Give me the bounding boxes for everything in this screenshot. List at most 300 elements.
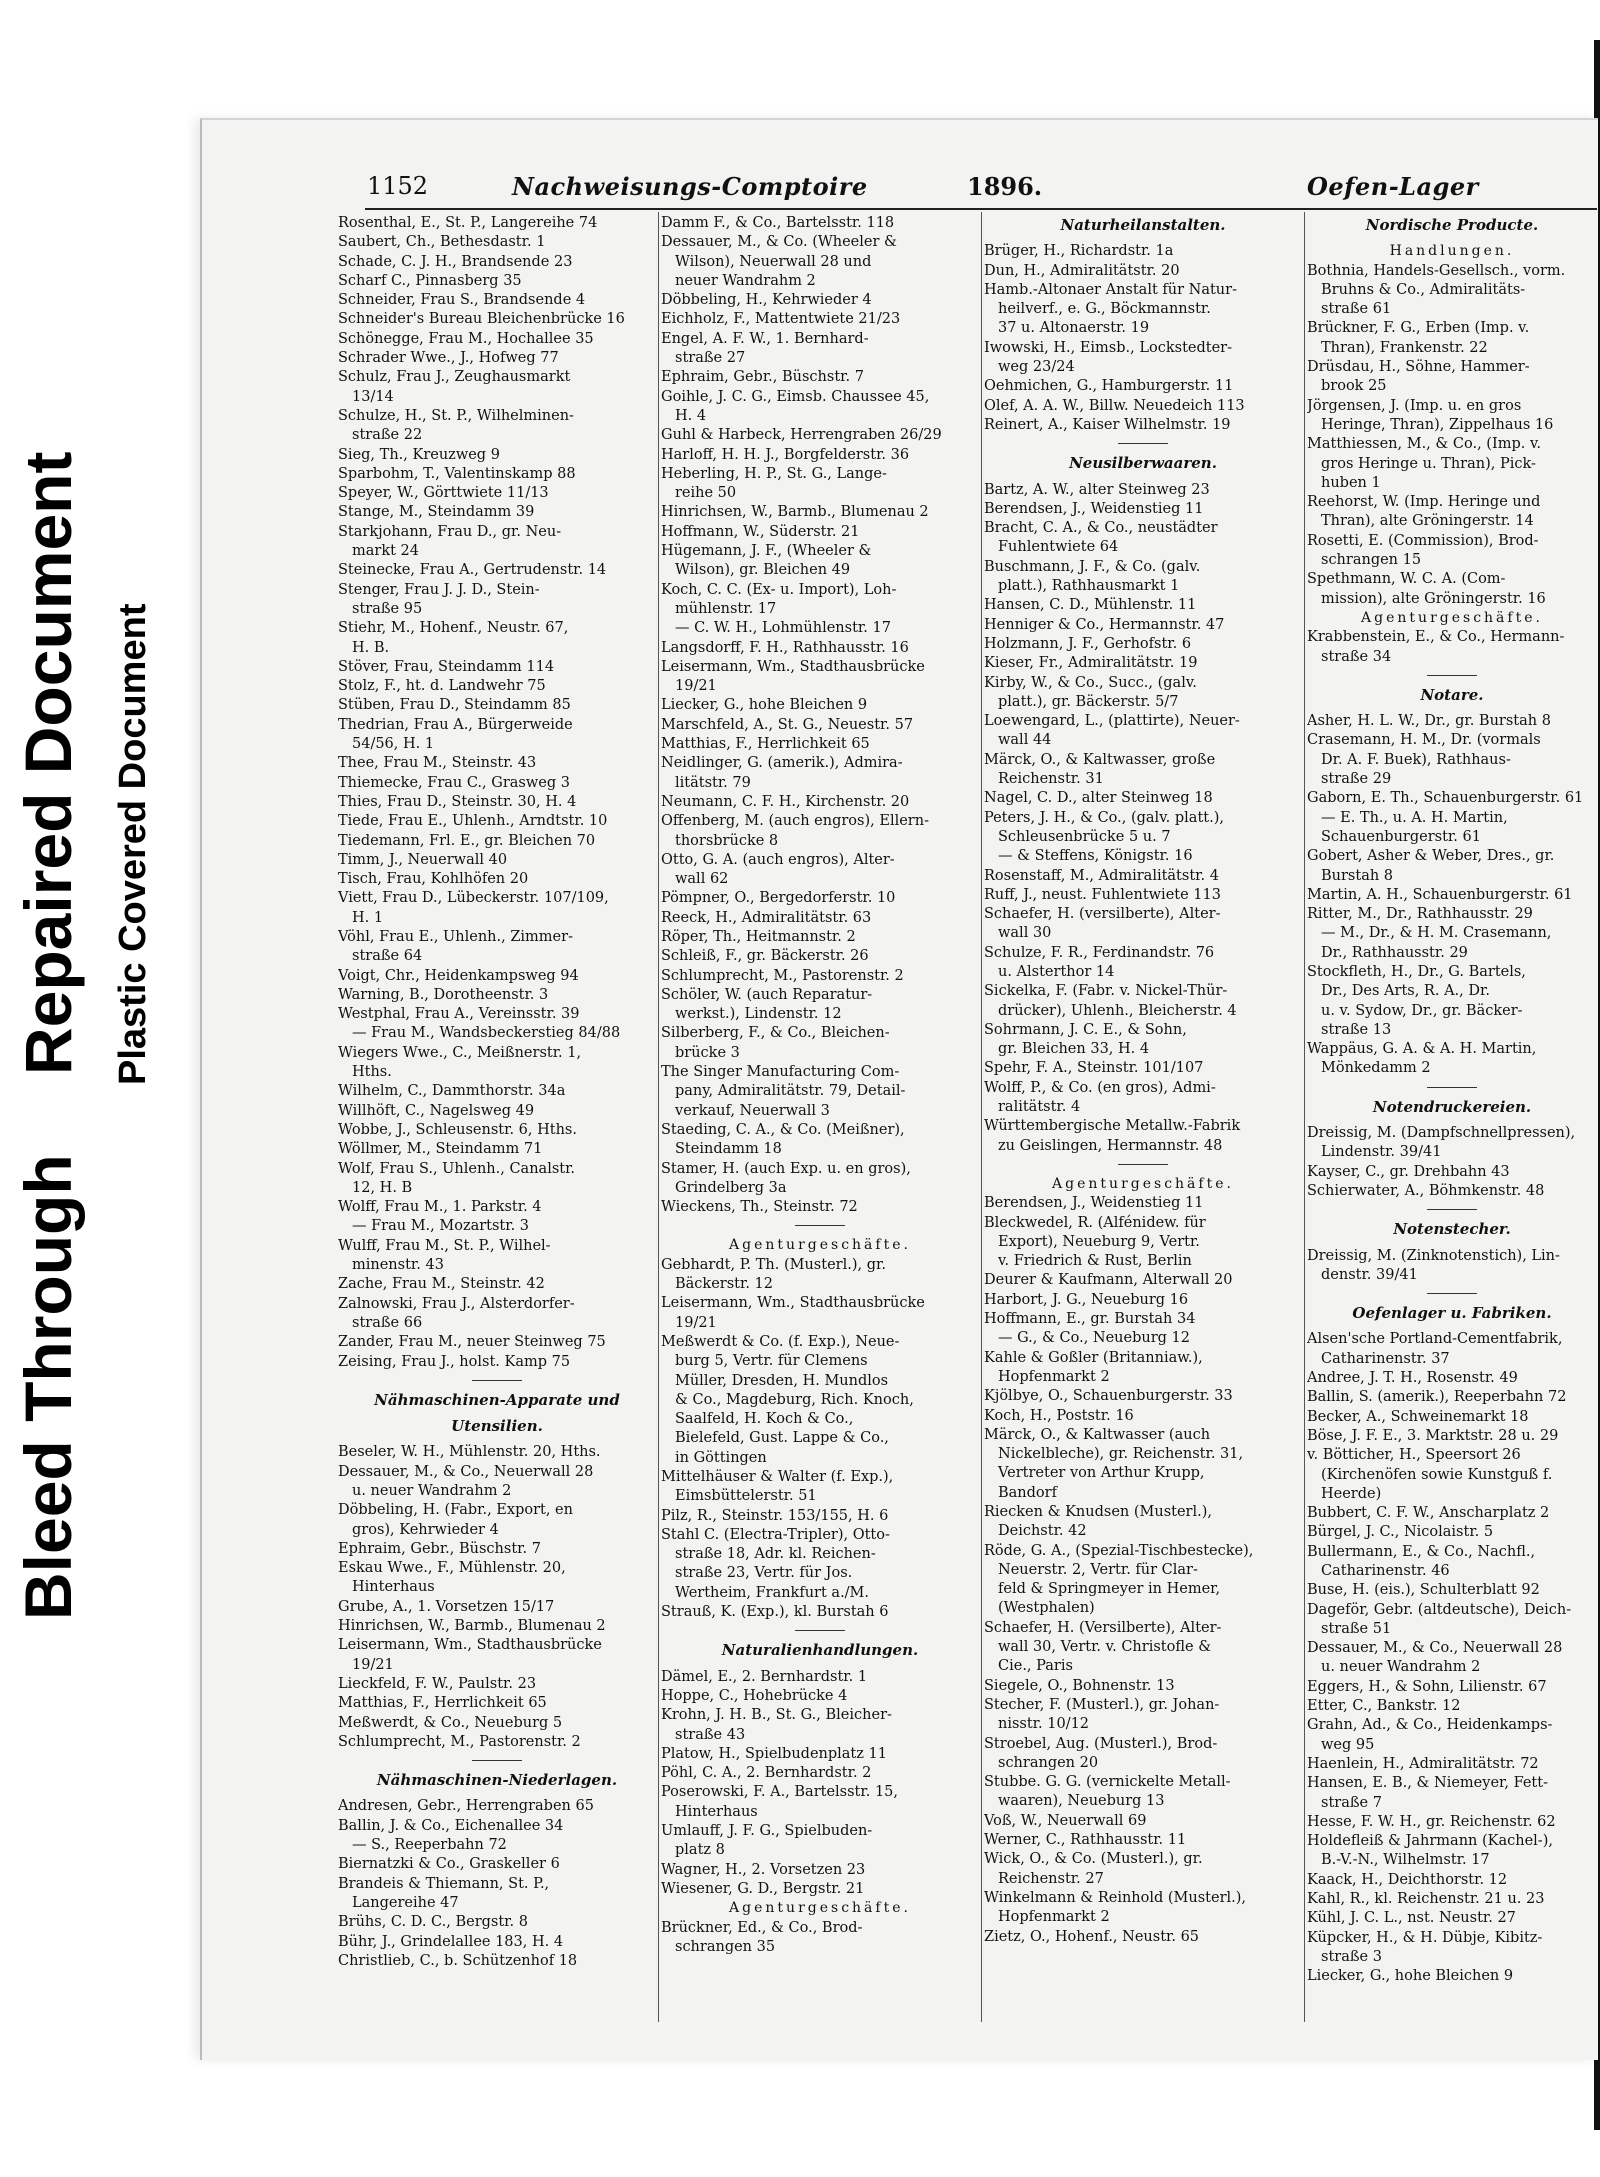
directory-entry: Zeising, Frau J., holst. Kamp 75 <box>338 1353 571 1370</box>
plastic-covered-label: Plastic Covered Document <box>112 603 154 1085</box>
directory-entry-continuation: gros Heringe u. Thran), Pick- <box>1321 455 1536 472</box>
directory-entry: Buschmann, J. F., & Co. (galv. <box>984 558 1201 575</box>
section-rule <box>1118 443 1168 444</box>
directory-entry: Stamer, H. (auch Exp. u. en gros), <box>661 1160 911 1177</box>
directory-entry-continuation: Thran), Frankenstr. 22 <box>1321 339 1488 356</box>
directory-entry: Andresen, Gebr., Herrengraben 65 <box>338 1798 594 1815</box>
scan-margin <box>0 0 1600 50</box>
directory-entry-continuation: brücke 3 <box>675 1044 740 1061</box>
directory-entry: Kirby, W., & Co., Succ., (galv. <box>984 674 1197 691</box>
directory-entry-continuation: werkst.), Lindenstr. 12 <box>675 1006 842 1023</box>
directory-entry: Iwowski, H., Eimsb., Lockstedter- <box>984 339 1232 356</box>
directory-column-1 <box>338 214 656 2054</box>
directory-entry-continuation: drücker), Uhlenh., Bleicherstr. 4 <box>998 1002 1237 1019</box>
directory-entry-continuation: Fuhlentwiete 64 <box>998 539 1119 556</box>
directory-entry-continuation: Eimsbüttelerstr. 51 <box>675 1488 817 1505</box>
section-rule <box>1427 675 1477 676</box>
directory-entry-continuation: straße 22 <box>352 427 423 444</box>
directory-entry: Pöhl, C. A., 2. Bernhardstr. 2 <box>661 1765 872 1782</box>
section-heading: Nähmaschinen-Niederlagen. <box>338 1771 656 1791</box>
directory-entry: Schulze, F. R., Ferdinandstr. 76 <box>984 944 1215 961</box>
directory-entry-continuation: Catharinenstr. 37 <box>1321 1350 1450 1367</box>
directory-entry-continuation: Steindamm 18 <box>675 1141 782 1158</box>
directory-entry-continuation: nisstr. 10/12 <box>998 1716 1090 1733</box>
directory-entry-continuation: Hinterhaus <box>352 1579 435 1596</box>
directory-entry: Stöver, Frau, Steindamm 114 <box>338 658 555 675</box>
directory-entry: Hoffmann, W., Süderstr. 21 <box>661 523 860 540</box>
directory-entry: Wöllmer, M., Steindamm 71 <box>338 1141 543 1158</box>
directory-entry: Meßwerdt & Co. (f. Exp.), Neue- <box>661 1333 900 1350</box>
directory-entry: Märck, O., & Kaltwasser (auch <box>984 1426 1211 1443</box>
directory-entry-continuation: Reichenstr. 31 <box>998 771 1104 788</box>
column-divider <box>1304 212 1305 2022</box>
directory-entry: The Singer Manufacturing Com- <box>661 1064 900 1081</box>
section-rule <box>472 1760 522 1761</box>
directory-entry-continuation: (Westphalen) <box>998 1600 1095 1617</box>
directory-entry-continuation: Nickelbleche), gr. Reichenstr. 31, <box>998 1446 1244 1463</box>
directory-entry: Kieser, Fr., Admiralitätstr. 19 <box>984 655 1198 672</box>
directory-entry-continuation: denstr. 39/41 <box>1321 1266 1418 1283</box>
directory-entry: Matthias, F., Herrlichkeit 65 <box>661 736 870 753</box>
directory-entry: Warning, B., Dorotheenstr. 3 <box>338 986 549 1003</box>
directory-entry: Küpcker, H., & H. Dübje, Kibitz- <box>1307 1929 1543 1946</box>
directory-entry-continuation: straße 18, Adr. kl. Reichen- <box>675 1546 876 1563</box>
directory-entry: Hinrichsen, W., Barmb., Blumenau 2 <box>338 1618 606 1635</box>
directory-entry: Hoppe, C., Hohebrücke 4 <box>661 1687 848 1704</box>
directory-entry: Röper, Th., Heitmannstr. 2 <box>661 928 856 945</box>
directory-entry: Staeding, C. A., & Co. (Meißner), <box>661 1121 905 1138</box>
directory-entry-continuation: 12, H. B <box>352 1179 413 1196</box>
directory-entry-continuation: B.-V.-N., Wilhelmstr. 17 <box>1321 1852 1490 1869</box>
directory-entry-continuation: thorsbrücke 8 <box>675 832 779 849</box>
section-rule <box>795 1630 845 1631</box>
directory-entry-continuation: straße 27 <box>675 350 746 367</box>
directory-entry: Haenlein, H., Admiralitätstr. 72 <box>1307 1755 1539 1772</box>
directory-entry: Crasemann, H. M., Dr. (vormals <box>1307 732 1541 749</box>
directory-entry-continuation: zu Geislingen, Hermannstr. 48 <box>998 1137 1223 1154</box>
header-rule <box>365 208 1597 210</box>
directory-entry: Berendsen, J., Weidenstieg 11 <box>984 1195 1204 1212</box>
directory-entry-continuation: wall 30, Vertr. v. Christofle & <box>998 1639 1212 1656</box>
section-heading: Notenstecher. <box>1307 1220 1597 1240</box>
directory-entry-continuation: straße 66 <box>352 1314 423 1331</box>
directory-entry: Bracht, C. A., & Co., neustädter <box>984 520 1218 537</box>
directory-entry-continuation: Heringe, Thran), Zippelhaus 16 <box>1321 416 1554 433</box>
directory-entry: Schlumprecht, M., Pastorenstr. 2 <box>338 1733 581 1750</box>
directory-column-2 <box>661 214 979 2054</box>
directory-entry-continuation: platt.), gr. Bäckerstr. 5/7 <box>998 693 1179 710</box>
directory-entry-continuation: Neuerstr. 2, Vertr. für Clar- <box>998 1561 1198 1578</box>
directory-entry-continuation: Schauenburgerstr. 61 <box>1321 828 1481 845</box>
directory-entry-continuation: feld & Springmeyer in Hemer, <box>998 1581 1221 1598</box>
directory-entry: Matthiessen, M., & Co., (Imp. v. <box>1307 436 1542 453</box>
directory-entry-continuation: — Frau M., Mozartstr. 3 <box>352 1218 530 1235</box>
directory-entry: Eichholz, F., Mattentwiete 21/23 <box>661 311 901 328</box>
directory-entry: Schulz, Frau J., Zeughausmarkt <box>338 369 571 386</box>
directory-entry-continuation: minenstr. 43 <box>352 1257 444 1274</box>
directory-entry: Reeck, H., Admiralitätstr. 63 <box>661 909 872 926</box>
directory-entry: Dreissig, M. (Dampfschnellpressen), <box>1307 1125 1576 1142</box>
directory-entry: Liecker, G., hohe Bleichen 9 <box>1307 1968 1514 1985</box>
directory-entry: Schaefer, H. (versilberte), Alter- <box>984 906 1221 923</box>
page-header <box>212 172 1592 212</box>
section-rule <box>1118 1164 1168 1165</box>
directory-entry: Werner, C., Rathhausstr. 11 <box>984 1832 1187 1849</box>
directory-entry-continuation: Export), Neueburg 9, Vertr. <box>998 1233 1200 1250</box>
directory-entry: Schneider, Frau S., Brandsende 4 <box>338 292 586 309</box>
directory-entry: Saubert, Ch., Bethesdastr. 1 <box>338 234 546 251</box>
directory-entry: Eskau Wwe., F., Mühlenstr. 20, <box>338 1560 566 1577</box>
directory-entry: Dessauer, M., & Co. (Wheeler & <box>661 234 897 251</box>
directory-entry-continuation: Bruhns & Co., Admiralitäts- <box>1321 281 1526 298</box>
directory-entry: Stubbe. G. G. (vernickelte Metall- <box>984 1774 1231 1791</box>
directory-entry: Hansen, E. B., & Niemeyer, Fett- <box>1307 1775 1548 1792</box>
directory-entry-continuation: Dr. A. F. Buek), Rathhaus- <box>1321 751 1511 768</box>
directory-entry-continuation: weg 23/24 <box>998 359 1075 376</box>
directory-entry-continuation: v. Friedrich & Rust, Berlin <box>998 1253 1192 1270</box>
directory-entry: Dessauer, M., & Co., Neuerwall 28 <box>1307 1640 1563 1657</box>
directory-entry-continuation: ralitätstr. 4 <box>998 1099 1081 1116</box>
directory-entry-continuation: Bielefeld, Gust. Lappe & Co., <box>675 1430 889 1447</box>
directory-entry: Märck, O., & Kaltwasser, große <box>984 751 1216 768</box>
directory-entry: Andree, J. T. H., Rosenstr. 49 <box>1307 1370 1518 1387</box>
subsection-heading: Agenturgeschäfte. <box>729 1237 911 1254</box>
directory-entry: Guhl & Harbeck, Herrengraben 26/29 <box>661 427 942 444</box>
directory-entry: Hesse, F. W. H., gr. Reichenstr. 62 <box>1307 1813 1556 1830</box>
subsection-heading: Agenturgeschäfte. <box>1052 1175 1234 1192</box>
directory-entry: Schönegge, Frau M., Hochallee 35 <box>338 330 594 347</box>
directory-entry: Umlauff, J. F. G., Spielbuden- <box>661 1823 873 1840</box>
directory-entry: Heberling, H. P., St. G., Lange- <box>661 465 887 482</box>
directory-entry-continuation: — & Steffens, Königstr. 16 <box>998 848 1193 865</box>
directory-entry: Grube, A., 1. Vorsetzen 15/17 <box>338 1598 555 1615</box>
directory-entry-continuation: & Co., Magdeburg, Rich. Knoch, <box>675 1391 914 1408</box>
directory-entry: Neidlinger, G. (amerik.), Admira- <box>661 755 903 772</box>
directory-entry-continuation: Vertreter von Arthur Krupp, <box>998 1465 1205 1482</box>
directory-entry-continuation: waaren), Neueburg 13 <box>998 1793 1165 1810</box>
directory-entry-continuation: Hopfenmarkt 2 <box>998 1368 1110 1385</box>
directory-entry: Offenberg, M. (auch engros), Ellern- <box>661 813 929 830</box>
directory-entry: Meßwerdt, & Co., Neueburg 5 <box>338 1714 563 1731</box>
directory-entry: Damm F., & Co., Bartelsstr. 118 <box>661 215 895 231</box>
directory-entry: Bartz, A. W., alter Steinweg 23 <box>984 481 1210 498</box>
directory-entry: Hamb.-Altonaer Anstalt für Natur- <box>984 281 1237 298</box>
directory-entry: Rosetti, E. (Commission), Brod- <box>1307 532 1539 549</box>
directory-entry: Wilhelm, C., Dammthorstr. 34a <box>338 1083 566 1100</box>
directory-entry-continuation: Grindelberg 3a <box>675 1179 787 1196</box>
directory-entry: Nagel, C. D., alter Steinweg 18 <box>984 790 1213 807</box>
directory-entry-continuation: — S., Reeperbahn 72 <box>352 1837 507 1854</box>
directory-entry: Wappäus, G. A. & A. H. Martin, <box>1307 1041 1537 1058</box>
directory-entry: Becker, A., Schweinemarkt 18 <box>1307 1408 1529 1425</box>
directory-entry: Kahl, R., kl. Reichenstr. 21 u. 23 <box>1307 1891 1545 1908</box>
directory-entry-continuation: markt 24 <box>352 543 419 560</box>
directory-entry-continuation: straße 61 <box>1321 301 1392 318</box>
directory-entry: Grahn, Ad., & Co., Heidenkamps- <box>1307 1717 1553 1734</box>
directory-entry-continuation: in Göttingen <box>675 1449 767 1466</box>
section-rule <box>795 1225 845 1226</box>
directory-entry-continuation: — G., & Co., Neueburg 12 <box>998 1330 1190 1347</box>
directory-entry: Wolf, Frau S., Uhlenh., Canalstr. <box>338 1160 576 1177</box>
directory-entry-continuation: Schleusenbrücke 5 u. 7 <box>998 828 1171 845</box>
directory-entry: Jörgensen, J. (Imp. u. en gros <box>1307 397 1522 414</box>
directory-column-4 <box>1307 214 1597 2054</box>
directory-entry: Stenger, Frau J. J. D., Stein- <box>338 581 540 598</box>
directory-entry-continuation: H. 1 <box>352 909 384 926</box>
directory-entry: Wulff, Frau M., St. P., Wilhel- <box>338 1237 551 1254</box>
directory-entry: Leisermann, Wm., Stadthausbrücke <box>338 1637 602 1654</box>
directory-entry: Westphal, Frau A., Vereinsstr. 39 <box>338 1006 580 1023</box>
directory-entry-continuation: straße 7 <box>1321 1794 1382 1811</box>
directory-entry-continuation: 13/14 <box>352 388 394 405</box>
directory-entry: Olef, A. A. W., Billw. Neuedeich 113 <box>984 397 1245 414</box>
directory-entry-continuation: u. v. Sydow, Dr., gr. Bäcker- <box>1321 1002 1523 1019</box>
section-heading: Notendruckereien. <box>1307 1098 1597 1118</box>
directory-entry: Reinert, A., Kaiser Wilhelmstr. 19 <box>984 416 1231 433</box>
directory-entry-continuation: u. neuer Wandrahm 2 <box>352 1483 512 1499</box>
directory-entry: Kaack, H., Deichthorstr. 12 <box>1307 1871 1508 1888</box>
directory-entry: Schneider's Bureau Bleichenbrücke 16 <box>338 311 625 328</box>
directory-entry-continuation: Reichenstr. 27 <box>998 1870 1104 1887</box>
directory-entry: Döbbeling, H. (Fabr., Export, en <box>338 1502 573 1519</box>
directory-entry-continuation: straße 23, Vertr. für Jos. <box>675 1565 853 1582</box>
directory-entry-continuation: Müller, Dresden, H. Mundlos <box>675 1372 889 1389</box>
directory-entry: Liecker, G., hohe Bleichen 9 <box>661 697 868 714</box>
directory-entry: Goihle, J. C. G., Eimsb. Chaussee 45, <box>661 388 930 405</box>
directory-entry-continuation: litätstr. 79 <box>675 774 751 791</box>
directory-entry: Strauß, K. (Exp.), kl. Burstah 6 <box>661 1604 889 1621</box>
directory-entry: Dessauer, M., & Co., Neuerwall 28 <box>338 1463 594 1480</box>
section-heading: Naturheilanstalten. <box>984 216 1302 236</box>
directory-entry: Bullermann, E., & Co., Nachfl., <box>1307 1543 1536 1560</box>
directory-entry: Stüben, Frau D., Steindamm 85 <box>338 697 571 714</box>
directory-entry: Drüsdau, H., Söhne, Hammer- <box>1307 359 1530 376</box>
directory-entry-continuation: Lindenstr. 39/41 <box>1321 1144 1442 1161</box>
directory-entry: Hügemann, J. F., (Wheeler & <box>661 543 872 560</box>
directory-entry: Bothnia, Handels-Gesellsch., vorm. <box>1307 262 1566 279</box>
directory-entry: Ritter, M., Dr., Rathhausstr. 29 <box>1307 906 1533 923</box>
section-heading: Nordische Producte. <box>1307 216 1597 236</box>
directory-entry: Asher, H. L. W., Dr., gr. Burstah 8 <box>1307 713 1551 730</box>
column-divider <box>981 212 982 2022</box>
directory-entry: Bubbert, C. F. W., Anscharplatz 2 <box>1307 1505 1550 1522</box>
directory-entry-continuation: mission), alte Gröningerstr. 16 <box>1321 590 1546 607</box>
directory-entry-continuation: mühlenstr. 17 <box>675 600 777 617</box>
directory-entry: Rosenthal, E., St. P., Langereihe 74 <box>338 215 598 231</box>
directory-entry: Gebhardt, P. Th. (Musterl.), gr. <box>661 1256 886 1273</box>
directory-entry: Zache, Frau M., Steinstr. 42 <box>338 1276 545 1293</box>
directory-entry-continuation: Cie., Paris <box>998 1658 1073 1675</box>
directory-entry: Krohn, J. H. B., St. G., Bleicher- <box>661 1707 892 1724</box>
directory-entry: Brückner, Ed., & Co., Brod- <box>661 1919 863 1936</box>
directory-entry: Speyer, W., Görttwiete 11/13 <box>338 485 549 502</box>
directory-entry-continuation: verkauf, Neuerwall 3 <box>675 1102 830 1119</box>
section-heading: Oefenlager u. Fabriken. <box>1307 1304 1597 1324</box>
directory-column-3 <box>984 214 1302 2054</box>
repaired-document-label: Repaired Document <box>11 451 85 1075</box>
directory-entry: Matthias, F., Herrlichkeit 65 <box>338 1695 547 1712</box>
side-labels <box>0 0 200 2177</box>
directory-entry-continuation: Heerde) <box>1321 1485 1382 1502</box>
section-rule <box>1427 1087 1477 1088</box>
directory-entry-continuation: u. Alsterthor 14 <box>998 963 1115 980</box>
directory-entry: Tiede, Frau E., Uhlenh., Arndtstr. 10 <box>338 813 608 830</box>
directory-entry: Schlumprecht, M., Pastorenstr. 2 <box>661 967 904 984</box>
section-rule <box>1427 1209 1477 1210</box>
directory-entry: Wiesener, G. D., Bergstr. 21 <box>661 1880 865 1897</box>
directory-entry-continuation: heilverf., e. G., Böckmannstr. <box>998 301 1211 318</box>
directory-entry: Beseler, W. H., Mühlenstr. 20, Hths. <box>338 1444 601 1461</box>
directory-entry: Koch, C. C. (Ex- u. Import), Loh- <box>661 581 897 598</box>
directory-entry-continuation: Hths. <box>352 1064 392 1081</box>
directory-entry: Berendsen, J., Weidenstieg 11 <box>984 500 1204 517</box>
directory-entry: Böse, J. F. E., 3. Marktstr. 28 u. 29 <box>1307 1427 1559 1444</box>
directory-entry-continuation: H. B. <box>352 639 390 656</box>
directory-entry: Wolff, Frau M., 1. Parkstr. 4 <box>338 1199 542 1216</box>
directory-entry: Langsdorff, F. H., Rathhausstr. 16 <box>661 639 909 656</box>
directory-entry: Brückner, F. G., Erben (Imp. v. <box>1307 320 1530 337</box>
directory-entry-continuation: straße 51 <box>1321 1620 1392 1637</box>
directory-entry: Eggers, H., & Sohn, Lilienstr. 67 <box>1307 1678 1547 1695</box>
directory-entry: Wagner, H., 2. Vorsetzen 23 <box>661 1861 866 1878</box>
section-rule <box>472 1380 522 1381</box>
directory-entry: Rosenstaff, M., Admiralitätstr. 4 <box>984 867 1219 884</box>
directory-entry: Hansen, C. D., Mühlenstr. 11 <box>984 597 1197 614</box>
directory-entry-continuation: 19/21 <box>675 1314 717 1331</box>
directory-entry: Tisch, Frau, Kohlhöfen 20 <box>338 871 529 888</box>
directory-entry-continuation: Thran), alte Gröningerstr. 14 <box>1321 513 1534 530</box>
directory-entry: Thee, Frau M., Steinstr. 43 <box>338 755 537 772</box>
directory-entry: Hoffmann, E., gr. Burstah 34 <box>984 1311 1196 1328</box>
directory-entry-continuation: gros), Kehrwieder 4 <box>352 1521 499 1538</box>
directory-entry-continuation: wall 44 <box>998 732 1052 749</box>
directory-entry: Sieg, Th., Kreuzweg 9 <box>338 446 500 463</box>
directory-entry: Buse, H. (eis.), Schulterblatt 92 <box>1307 1582 1540 1599</box>
directory-entry: Koch, H., Poststr. 16 <box>984 1407 1134 1424</box>
directory-entry: Mittelhäuser & Walter (f. Exp.), <box>661 1469 894 1485</box>
directory-entry: Schade, C. J. H., Brandsende 23 <box>338 253 573 270</box>
directory-entry: Kahle & Goßler (Britanniaw.), <box>984 1349 1203 1366</box>
directory-entry: Leisermann, Wm., Stadthausbrücke <box>661 658 925 675</box>
directory-entry-continuation: Deichstr. 42 <box>998 1523 1087 1540</box>
section-heading: Utensilien. <box>338 1417 656 1437</box>
directory-entry: Wobbe, J., Schleusenstr. 6, Hths. <box>338 1121 577 1138</box>
directory-entry: Harbort, J. G., Neueburg 16 <box>984 1291 1189 1308</box>
directory-entry: Christlieb, C., b. Schützenhof 18 <box>338 1952 578 1969</box>
directory-entry: Biernatzki & Co., Graskeller 6 <box>338 1856 560 1873</box>
page-number: 1152 <box>367 172 429 200</box>
directory-entry: Stolz, F., ht. d. Landwehr 75 <box>338 678 546 695</box>
directory-entry: Stroebel, Aug. (Musterl.), Brod- <box>984 1735 1218 1752</box>
directory-entry-continuation: 37 u. Altonaerstr. 19 <box>998 320 1150 337</box>
directory-entry: Zietz, O., Hohenf., Neustr. 65 <box>984 1928 1200 1945</box>
directory-entry: Scharf C., Pinnasberg 35 <box>338 272 522 289</box>
directory-entry: Ephraim, Gebr., Büschstr. 7 <box>661 369 864 386</box>
directory-entry: Starkjohann, Frau D., gr. Neu- <box>338 523 562 540</box>
directory-entry-continuation: platt.), Rathhausmarkt 1 <box>998 578 1180 595</box>
directory-entry: Dun, H., Admiralitätstr. 20 <box>984 262 1180 279</box>
page-year: 1896. <box>967 172 1043 201</box>
directory-entry: Viett, Frau D., Lübeckerstr. 107/109, <box>338 890 609 907</box>
directory-entry: Steinecke, Frau A., Gertrudenstr. 14 <box>338 562 607 579</box>
directory-entry-continuation: straße 64 <box>352 948 423 965</box>
directory-entry: Kjölbye, O., Schauenburgerstr. 33 <box>984 1388 1233 1405</box>
directory-entry: Schaefer, H. (Versilberte), Alter- <box>984 1619 1222 1636</box>
directory-entry-continuation: Burstah 8 <box>1321 867 1394 884</box>
directory-entry: Alsen'sche Portland-Cementfabrik, <box>1307 1331 1563 1348</box>
directory-entry-continuation: Hinterhaus <box>675 1803 758 1820</box>
directory-entry-continuation: Saalfeld, H. Koch & Co., <box>675 1411 854 1428</box>
bleed-through-label: Bleed Through <box>11 1154 85 1620</box>
directory-entry: Kühl, J. C. L., nst. Neustr. 27 <box>1307 1910 1516 1927</box>
directory-entry-continuation: Langereihe 47 <box>352 1894 459 1911</box>
directory-entry: Riecken & Knudsen (Musterl.), <box>984 1504 1212 1520</box>
directory-entry: Pömpner, O., Bergedorferstr. 10 <box>661 890 896 907</box>
directory-entry-continuation: pany, Admiralitätstr. 79, Detail- <box>675 1083 906 1100</box>
directory-entry: Schierwater, A., Böhmkenstr. 48 <box>1307 1182 1545 1199</box>
directory-entry: Thiemecke, Frau C., Grasweg 3 <box>338 774 570 791</box>
directory-entry: Ephraim, Gebr., Büschstr. 7 <box>338 1540 541 1557</box>
directory-entry: Deurer & Kaufmann, Alterwall 20 <box>984 1272 1233 1289</box>
directory-entry: Brühs, C. D. C., Bergstr. 8 <box>338 1914 528 1931</box>
directory-entry-continuation: platz 8 <box>675 1842 725 1859</box>
directory-entry-continuation: 19/21 <box>352 1656 394 1673</box>
directory-entry: Schulze, H., St. P., Wilhelminen- <box>338 407 574 424</box>
directory-entry-continuation: straße 13 <box>1321 1021 1392 1038</box>
directory-entry: Voigt, Chr., Heidenkampsweg 94 <box>338 967 579 984</box>
directory-entry: Oehmichen, G., Hamburgerstr. 11 <box>984 378 1234 395</box>
directory-entry-continuation: Wertheim, Frankfurt a./M. <box>675 1584 870 1601</box>
directory-entry: Schrader Wwe., J., Hofweg 77 <box>338 350 559 367</box>
directory-entry: Dreissig, M. (Zinknotenstich), Lin- <box>1307 1247 1560 1264</box>
directory-entry-continuation: Wilson), gr. Bleichen 49 <box>675 562 851 579</box>
directory-entry-continuation: — Frau M., Wandsbeckerstieg 84/88 <box>352 1025 621 1042</box>
directory-entry: Wieckens, Th., Steinstr. 72 <box>661 1199 858 1216</box>
directory-entry: Krabbenstein, E., & Co., Hermann- <box>1307 629 1565 646</box>
section-heading: Neusilberwaaren. <box>984 454 1302 474</box>
directory-entry-continuation: (Kirchenöfen sowie Kunstguß f. <box>1321 1466 1553 1483</box>
directory-entry: Dageför, Gebr. (altdeutsche), Deich- <box>1307 1601 1572 1618</box>
directory-entry: Spehr, F. A., Steinstr. 101/107 <box>984 1060 1204 1077</box>
directory-entry: Hinrichsen, W., Barmb., Blumenau 2 <box>661 504 929 521</box>
directory-entry: Sickelka, F. (Fabr. v. Nickel-Thür- <box>984 983 1228 1000</box>
directory-entry-continuation: schrangen 20 <box>998 1754 1099 1771</box>
directory-entry: Stiehr, M., Hohenf., Neustr. 67, <box>338 620 569 637</box>
directory-entry-continuation: u. neuer Wandrahm 2 <box>1321 1659 1481 1676</box>
directory-entry: Döbbeling, H., Kehrwieder 4 <box>661 292 872 309</box>
directory-entry: Schleiß, F., gr. Bäckerstr. 26 <box>661 948 869 965</box>
directory-entry: Henniger & Co., Hermannstr. 47 <box>984 616 1225 633</box>
directory-entry: Siegele, O., Bohnenstr. 13 <box>984 1677 1175 1694</box>
directory-entry: Thies, Frau D., Steinstr. 30, H. 4 <box>338 793 577 810</box>
directory-entry-continuation: Mönkedamm 2 <box>1321 1060 1431 1077</box>
directory-entry: Willhöft, C., Nagelsweg 49 <box>338 1102 535 1119</box>
directory-entry: Wick, O., & Co. (Musterl.), gr. <box>984 1851 1203 1868</box>
directory-entry-continuation: wall 30 <box>998 925 1052 942</box>
section-heading: Notare. <box>1307 686 1597 706</box>
directory-entry: Lieckfeld, F. W., Paulstr. 23 <box>338 1675 537 1692</box>
directory-entry: Pilz, R., Steinstr. 153/155, H. 6 <box>661 1507 889 1524</box>
running-head: Oefen-Lager <box>1307 172 1479 201</box>
directory-entry-continuation: reihe 50 <box>675 485 737 502</box>
directory-entry: Wolff, P., & Co. (en gros), Admi- <box>984 1079 1216 1096</box>
section-heading: Nähmaschinen-Apparate und <box>338 1391 656 1411</box>
directory-entry-continuation: Bäckerstr. 12 <box>675 1276 773 1293</box>
directory-entry-continuation: straße 43 <box>675 1726 746 1743</box>
directory-entry: Bleckwedel, R. (Alfénidew. für <box>984 1214 1206 1231</box>
column-divider <box>658 212 659 2022</box>
directory-entry: Martin, A. H., Schauenburgerstr. 61 <box>1307 886 1573 903</box>
